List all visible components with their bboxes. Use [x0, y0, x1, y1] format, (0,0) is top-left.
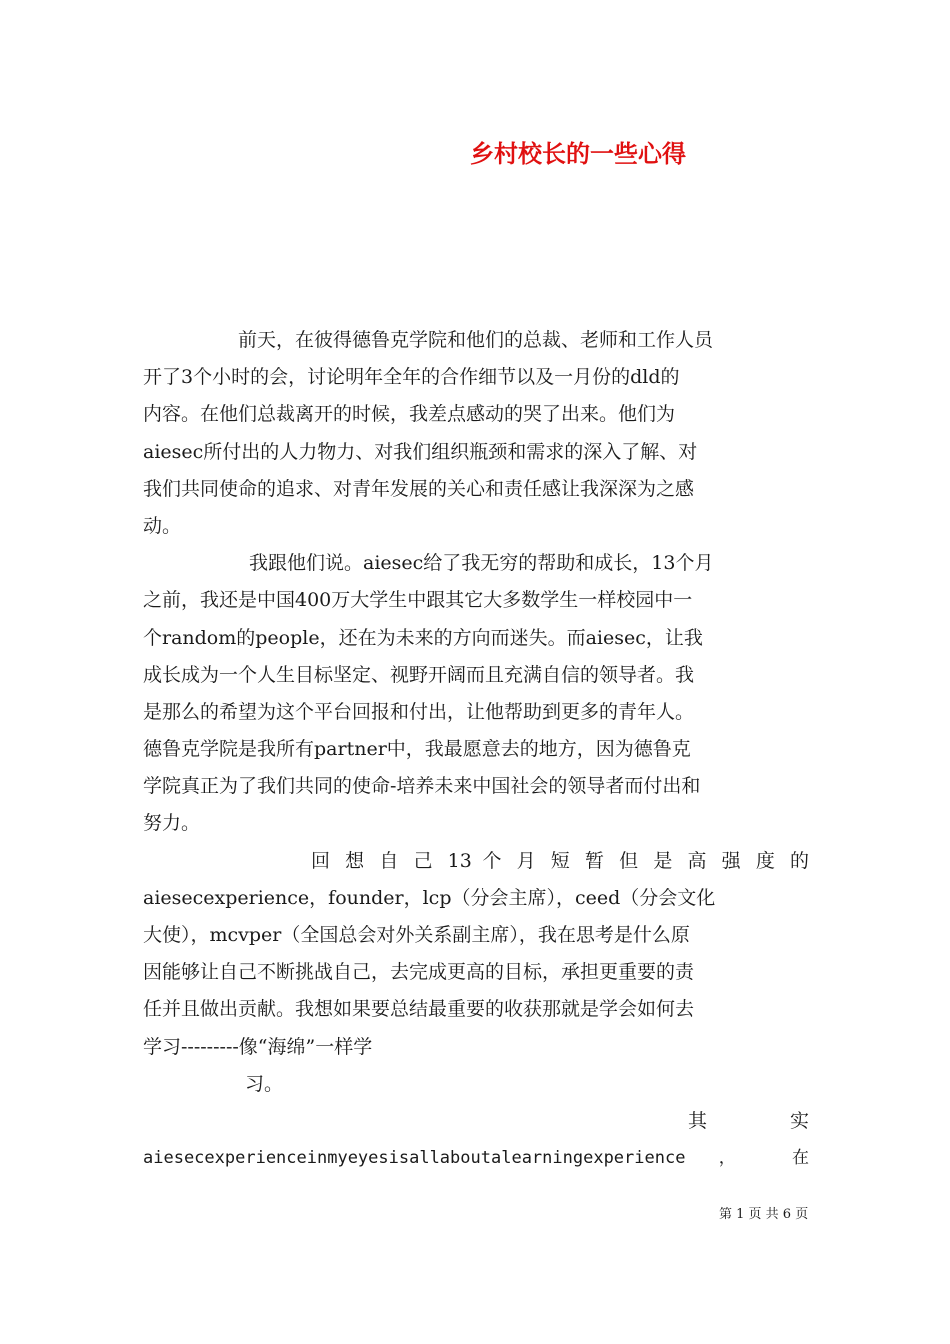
paragraph-line: 德鲁克学院是我所有partner中，我最愿意去的地方，因为德鲁克 [143, 738, 691, 761]
document-title: 乡村校长的一些心得 [470, 139, 686, 168]
paragraph-line: 我跟他们说。aiesec给了我无穷的帮助和成长，13个月 [249, 552, 714, 575]
paragraph-line: 成长成为一个人生目标坚定、视野开阔而且充满自信的领导者。我 [143, 663, 695, 686]
paragraph-line: 其 实 [688, 1109, 809, 1132]
paragraph-line: 是那么的希望为这个平台回报和付出，让他帮助到更多的青年人。 [143, 700, 695, 723]
paragraph-line: 习。 [245, 1072, 284, 1095]
page-number: 第 1 页 共 6 页 [719, 1207, 809, 1222]
paragraph-line: aiesecexperience，founder，lcp（分会主席），ceed（分会文化 [143, 886, 716, 909]
paragraph-line: 之前，我还是中国400万大学生中跟其它大多数学生一样校园中一 [143, 589, 693, 612]
paragraph-line: 内容。在他们总裁离开的时候，我差点感动的哭了出来。他们为 [143, 403, 676, 426]
paragraph-line: 动。 [143, 514, 182, 537]
paragraph-line: 开了3个小时的会，讨论明年全年的合作细节以及一月份的dld的 [143, 366, 680, 389]
paragraph-line: 学院真正为了我们共同的使命-培养未来中国社会的领导者而付出和 [143, 775, 701, 798]
paragraph-line: 我们共同使命的追求、对青年发展的关心和责任感让我深深为之感 [143, 477, 695, 500]
paragraph-line: aiesecexperienceinmyeyesisallaboutalearningexperience ， 在 [143, 1148, 809, 1169]
paragraph-line: aiesec所付出的人力物力、对我们组织瓶颈和需求的深入了解、对 [143, 440, 698, 463]
paragraph-line: 因能够让自己不断挑战自己，去完成更高的目标，承担更重要的责 [143, 961, 695, 984]
paragraph-line: 学习---------像“海绵”一样学 [143, 1035, 373, 1058]
paragraph-line: 大使），mcvper（全国总会对外关系副主席），我在思考是什么原 [143, 924, 690, 946]
document-body [143, 322, 809, 1177]
paragraph-line: 回 想 自 己 13 个 月 短 暂 但 是 高 强 度 的 [311, 849, 809, 872]
paragraph-line: 个random的people，还在为未来的方向而迷失。而aiesec，让我 [143, 626, 703, 649]
paragraph-line: 努力。 [143, 812, 201, 835]
paragraph-line: 前天，在彼得德鲁克学院和他们的总裁、老师和工作人员 [238, 329, 714, 351]
paragraph-line: 任并且做出贡献。我想如果要总结最重要的收获那就是学会如何去 [143, 998, 695, 1021]
